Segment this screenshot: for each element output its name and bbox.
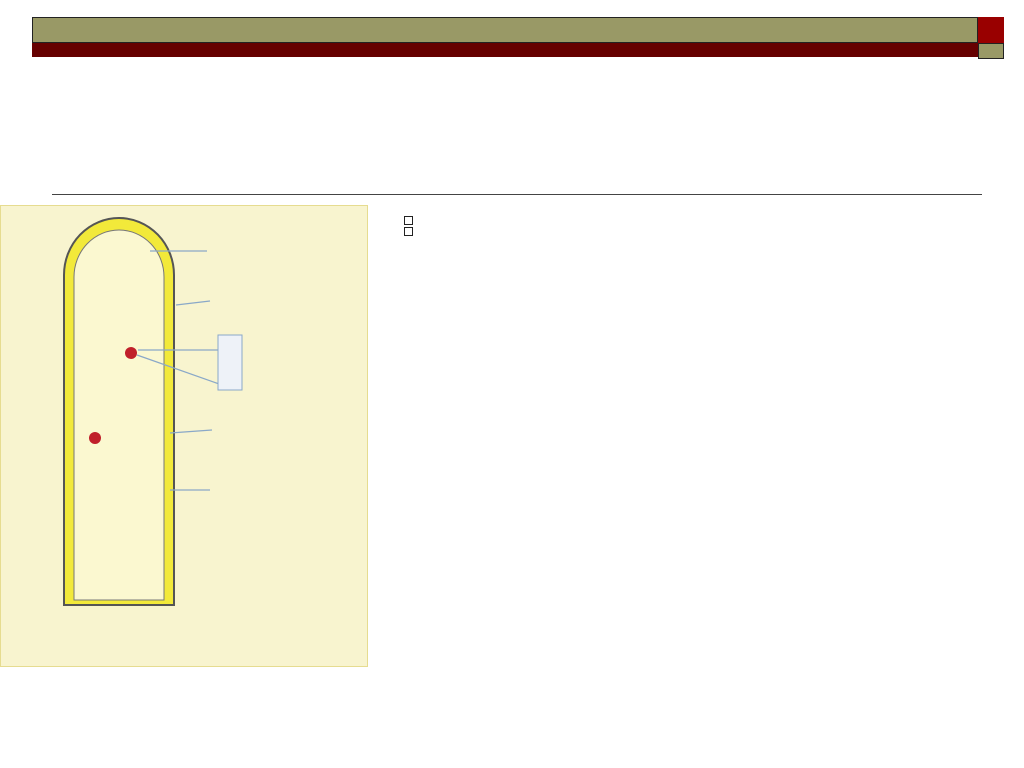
bullet-list <box>398 208 998 219</box>
diagram-labels <box>218 335 242 390</box>
header-corner-square-lower <box>978 43 1004 59</box>
polymerase-box <box>218 335 242 390</box>
header-corner-square <box>978 17 1004 43</box>
square-bullet-icon <box>404 216 413 225</box>
square-bullet-icon <box>404 227 413 236</box>
matrix-dot <box>89 432 101 444</box>
diagram-panel <box>0 205 368 667</box>
virus-matrix-layer <box>74 230 164 600</box>
header-bar <box>32 17 978 43</box>
title-divider <box>52 194 982 195</box>
rabies-virus-diagram <box>0 205 368 667</box>
polymerase-dot <box>125 347 137 359</box>
diagram-svg <box>0 205 368 667</box>
header-accent-line <box>32 43 978 57</box>
